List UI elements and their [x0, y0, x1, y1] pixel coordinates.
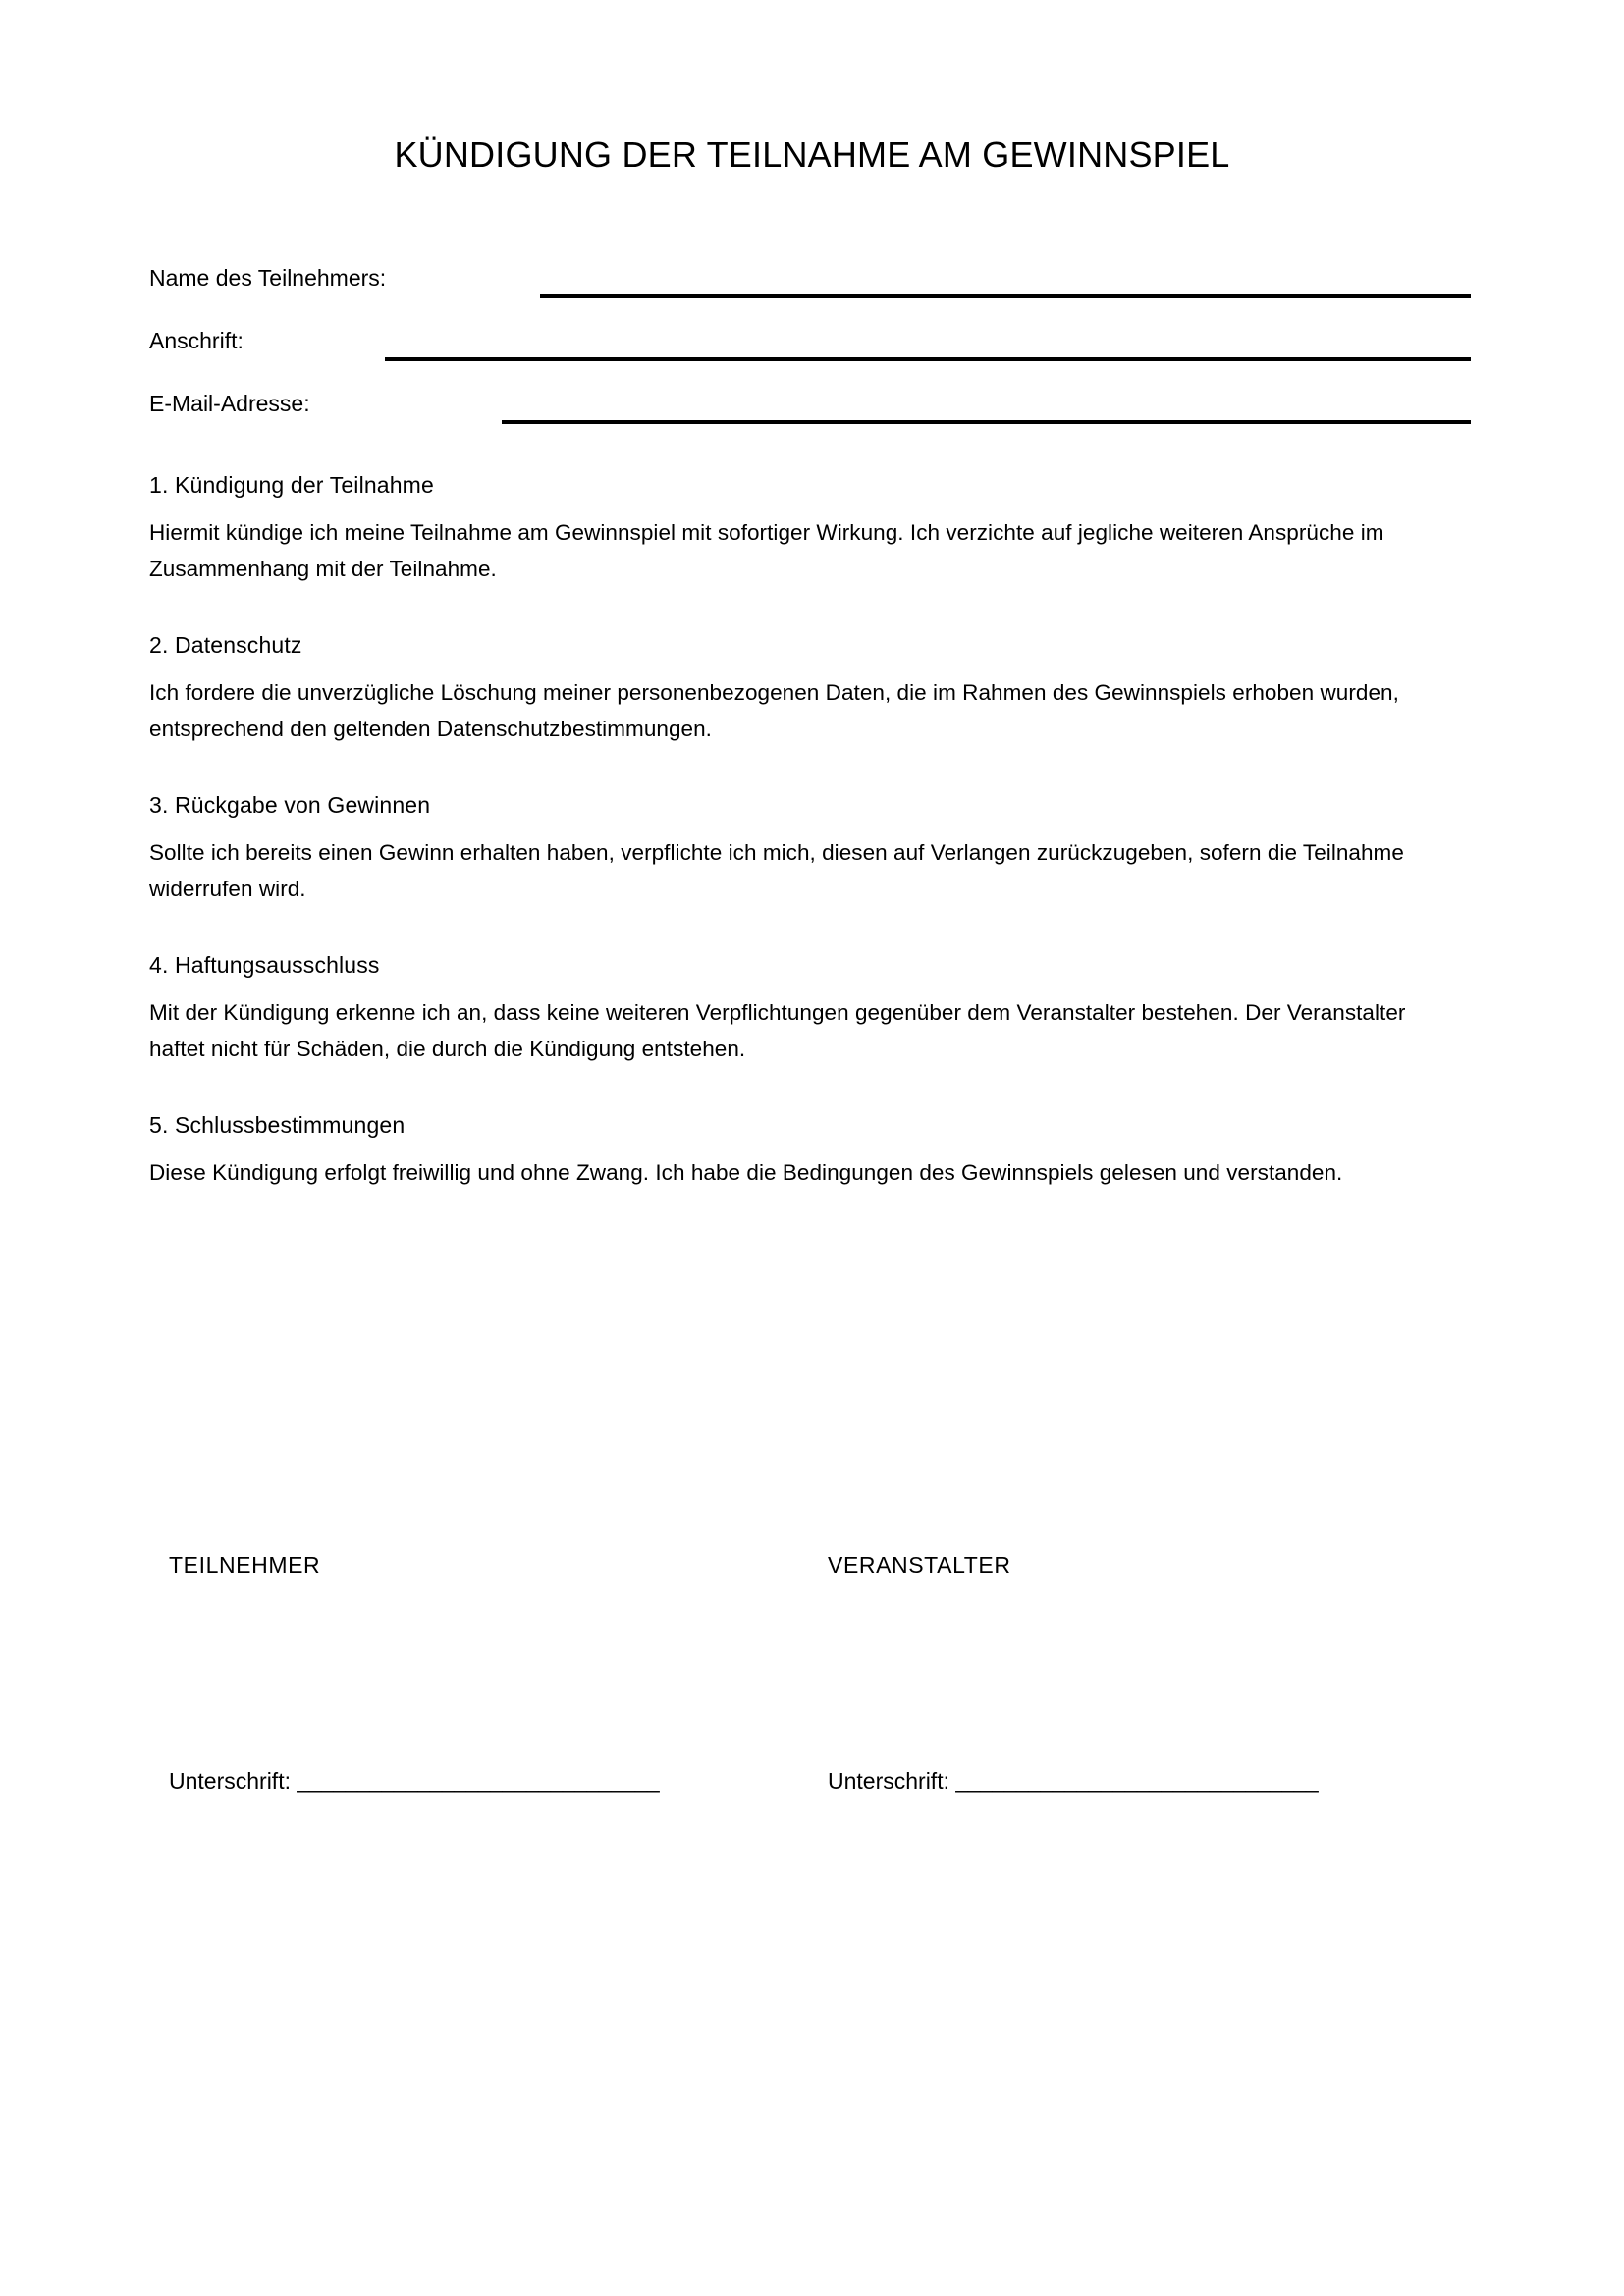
- section-schlussbestimmungen: [149, 1109, 1447, 1191]
- form-row-email: [149, 383, 1471, 446]
- signature-lines: [169, 1765, 1445, 1810]
- address-field-input-line[interactable]: [385, 357, 1471, 361]
- section-datenschutz: [149, 629, 1447, 747]
- signature-column-headers: [169, 1549, 1445, 1588]
- form-row-address: [149, 320, 1471, 383]
- signature-block: [169, 1549, 1445, 1810]
- section-kuendigung-der-teilnahme: [149, 469, 1447, 587]
- section-haftungsausschluss: [149, 949, 1447, 1067]
- document-title: KÜNDIGUNG DER TEILNAHME AM GEWINNSPIEL: [394, 134, 1230, 176]
- email-field-input-line[interactable]: [502, 420, 1471, 424]
- name-field-input-line[interactable]: [540, 294, 1471, 298]
- signature-header-organizer: VERANSTALTER: [828, 1552, 1011, 1577]
- form-row-name: [149, 257, 1471, 320]
- address-field-label: Anschrift:: [149, 328, 244, 353]
- section-heading-2: 2. Datenschutz: [149, 632, 302, 658]
- section-body-1: Hiermit kündige ich meine Teilnahme am Gewinnspiel mit sofortiger Wirkung. Ich verzichte auf jegliche weiteren Ansprüche im Zusammenhang mit der Teilnahme.: [149, 520, 1384, 581]
- name-field-label: Name des Teilnehmers:: [149, 265, 387, 291]
- participant-details-form: [149, 257, 1471, 446]
- signature-line-participant[interactable]: [169, 1765, 659, 1796]
- section-body-2: Ich fordere die unverzügliche Löschung meiner personenbezogenen Daten, die im Rahmen des Gewinnspiels erhoben wurden, entsprechend den geltenden Datenschutzbestimmungen.: [149, 680, 1399, 741]
- signature-label-participant: Unterschrift:: [169, 1768, 291, 1793]
- section-rueckgabe-von-gewinnen: [149, 789, 1447, 907]
- section-body-5: Diese Kündigung erfolgt freiwillig und ohne Zwang. Ich habe die Bedingungen des Gewinnspiels gelesen und verstanden.: [149, 1160, 1343, 1185]
- signature-input-organizer[interactable]: ______________________________: [955, 1768, 1319, 1793]
- section-heading-5: 5. Schlussbestimmungen: [149, 1112, 406, 1138]
- signature-input-participant[interactable]: ______________________________: [297, 1768, 660, 1793]
- section-heading-3: 3. Rückgabe von Gewinnen: [149, 792, 431, 818]
- signature-label-organizer: Unterschrift:: [828, 1768, 949, 1793]
- section-heading-4: 4. Haftungsausschluss: [149, 952, 380, 978]
- section-heading-1: 1. Kündigung der Teilnahme: [149, 472, 434, 498]
- signature-header-participant: TEILNEHMER: [169, 1552, 321, 1577]
- document-sections: [149, 469, 1447, 1191]
- signature-line-organizer[interactable]: [828, 1765, 1318, 1796]
- section-body-4: Mit der Kündigung erkenne ich an, dass keine weiteren Verpflichtungen gegenüber dem Veranstalter bestehen. Der Veranstalter haftet nicht für Schäden, die durch die Kündigung entstehen.: [149, 1000, 1406, 1061]
- email-field-label: E-Mail-Adresse:: [149, 391, 310, 416]
- section-body-3: Sollte ich bereits einen Gewinn erhalten haben, verpflichte ich mich, diesen auf Verlangen zurückzugeben, sofern die Teilnahme widerrufen wird.: [149, 840, 1404, 901]
